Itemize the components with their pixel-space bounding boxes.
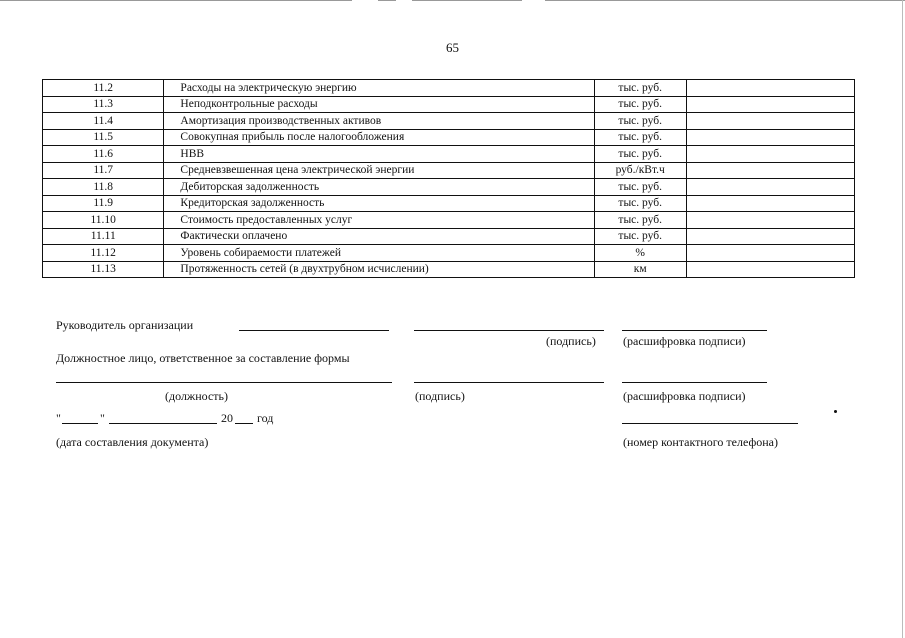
- value-cell: [686, 129, 854, 146]
- row-number-cell: 11.7: [43, 162, 164, 179]
- table-row: [43, 261, 855, 278]
- position-line: [56, 382, 392, 383]
- value-cell: [686, 195, 854, 212]
- official-signature-line: [414, 382, 604, 383]
- official-signature-caption: (подпись): [415, 389, 465, 403]
- date-year-suffix: год: [257, 411, 274, 425]
- position-caption: (должность): [165, 389, 228, 403]
- value-cell: [686, 228, 854, 245]
- unit-cell: тыс. руб.: [594, 129, 686, 146]
- indicator-name-cell: НВВ: [164, 146, 594, 163]
- head-label: Руководитель организации: [56, 318, 194, 332]
- row-number-cell: 11.11: [43, 228, 164, 245]
- table-row: [43, 113, 855, 130]
- value-cell: [686, 245, 854, 262]
- scan-edge-line: [412, 0, 522, 1]
- indicator-name-cell: Кредиторская задолженность: [164, 195, 594, 212]
- value-cell: [686, 96, 854, 113]
- table-row: [43, 129, 855, 146]
- indicator-name-cell: Совокупная прибыль после налогообложения: [164, 129, 594, 146]
- indicator-name-cell: Фактически оплачено: [164, 228, 594, 245]
- value-cell: [686, 179, 854, 196]
- unit-cell: тыс. руб.: [594, 212, 686, 229]
- indicator-name-cell: Амортизация производственных активов: [164, 113, 594, 130]
- scan-edge-line: [902, 0, 903, 638]
- indicator-name-cell: Протяженность сетей (в двухтрубном исчислении): [164, 261, 594, 278]
- unit-cell: %: [594, 245, 686, 262]
- row-number-cell: 11.8: [43, 179, 164, 196]
- indicator-name-cell: Дебиторская задолженность: [164, 179, 594, 196]
- unit-cell: тыс. руб.: [594, 146, 686, 163]
- value-cell: [686, 261, 854, 278]
- table-row: [43, 245, 855, 262]
- table-row: [43, 146, 855, 163]
- unit-cell: тыс. руб.: [594, 96, 686, 113]
- unit-cell: тыс. руб.: [594, 228, 686, 245]
- official-label: Должностное лицо, ответственное за составление формы: [56, 351, 350, 365]
- row-number-cell: 11.4: [43, 113, 164, 130]
- indicator-name-cell: Расходы на электрическую энергию: [164, 80, 594, 97]
- value-cell: [686, 146, 854, 163]
- date-month-line: [109, 423, 217, 424]
- scan-edge-line: [0, 0, 352, 1]
- row-number-cell: 11.9: [43, 195, 164, 212]
- value-cell: [686, 80, 854, 97]
- table-row: [43, 195, 855, 212]
- decoding-caption: (расшифровка подписи): [623, 334, 746, 348]
- table-row: [43, 212, 855, 229]
- date-quote-close: ": [100, 411, 105, 425]
- unit-cell: км: [594, 261, 686, 278]
- unit-cell: тыс. руб.: [594, 80, 686, 97]
- unit-cell: тыс. руб.: [594, 113, 686, 130]
- table-body: [43, 80, 855, 278]
- date-caption: (дата составления документа): [56, 435, 209, 449]
- phone-caption: (номер контактного телефона): [623, 435, 778, 449]
- date-quote-open: ": [56, 411, 61, 425]
- head-decoding-line: [622, 330, 767, 331]
- date-day-line: [62, 423, 98, 424]
- row-number-cell: 11.13: [43, 261, 164, 278]
- signature-caption: (подпись): [546, 334, 596, 348]
- indicator-name-cell: Средневзвешенная цена электрической энергии: [164, 162, 594, 179]
- unit-cell: тыс. руб.: [594, 195, 686, 212]
- row-number-cell: 11.5: [43, 129, 164, 146]
- unit-cell: руб./кВт.ч: [594, 162, 686, 179]
- head-signature-line-2: [414, 330, 604, 331]
- page-number: 65: [446, 40, 459, 55]
- table-row: [43, 162, 855, 179]
- official-decoding-caption: (расшифровка подписи): [623, 389, 746, 403]
- indicators-table: [42, 79, 855, 278]
- official-decoding-line: [622, 382, 767, 383]
- scan-edge-line: [378, 0, 396, 1]
- row-number-cell: 11.3: [43, 96, 164, 113]
- value-cell: [686, 113, 854, 130]
- table-row: [43, 96, 855, 113]
- row-number-cell: 11.2: [43, 80, 164, 97]
- value-cell: [686, 212, 854, 229]
- row-number-cell: 11.12: [43, 245, 164, 262]
- date-year-line: [235, 423, 253, 424]
- date-year-prefix: 20: [221, 411, 233, 425]
- table-row: [43, 179, 855, 196]
- row-number-cell: 11.10: [43, 212, 164, 229]
- table-row: [43, 228, 855, 245]
- indicator-name-cell: Уровень собираемости платежей: [164, 245, 594, 262]
- scan-edge-line: [545, 0, 905, 1]
- phone-line: [622, 423, 798, 424]
- value-cell: [686, 162, 854, 179]
- scan-dot: [834, 410, 837, 413]
- indicator-name-cell: Неподконтрольные расходы: [164, 96, 594, 113]
- indicator-name-cell: Стоимость предоставленных услуг: [164, 212, 594, 229]
- table-row: [43, 80, 855, 97]
- unit-cell: тыс. руб.: [594, 179, 686, 196]
- row-number-cell: 11.6: [43, 146, 164, 163]
- head-signature-line-1: [239, 330, 389, 331]
